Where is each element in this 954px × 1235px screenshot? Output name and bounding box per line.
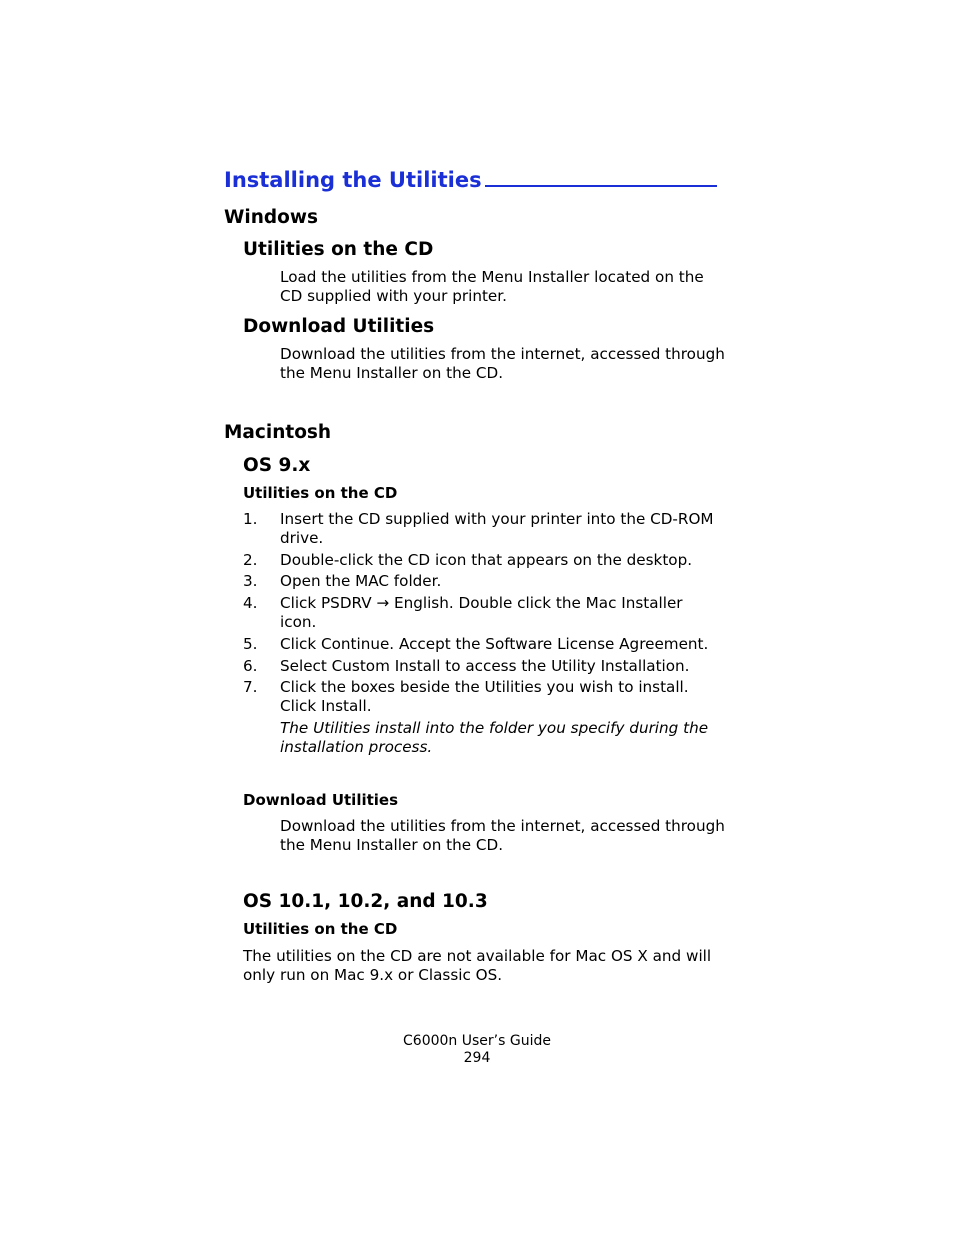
subheading-os9-cd: Utilities on the CD <box>243 484 398 502</box>
title-underline-rule <box>485 185 717 187</box>
subheading-windows-download: Download Utilities <box>243 316 435 337</box>
step-text: Double-click the CD icon that appears on the desktop. <box>280 551 693 569</box>
section-heading-windows: Windows <box>224 207 318 228</box>
step-number: 6. <box>243 657 258 675</box>
step-text: Click Continue. Accept the Software License Agreement. <box>280 635 709 653</box>
subheading-os10-cd: Utilities on the CD <box>243 920 398 938</box>
step-text: Insert the CD supplied with your printer into the CD-ROM drive. <box>280 510 714 547</box>
subheading-os9: OS 9.x <box>243 455 311 476</box>
step-number: 2. <box>243 551 258 569</box>
step-text: Click the boxes beside the Utilities you wish to install. Click Install. <box>280 678 689 715</box>
step-text: Select Custom Install to access the Utility Installation. <box>280 657 690 675</box>
step-number: 1. <box>243 510 258 528</box>
section-heading-macintosh: Macintosh <box>224 422 332 443</box>
step-text: Open the MAC folder. <box>280 572 442 590</box>
subheading-windows-cd: Utilities on the CD <box>243 239 434 260</box>
step-number: 3. <box>243 572 258 590</box>
subheading-os9-download: Download Utilities <box>243 791 399 809</box>
italic-note: The Utilities install into the folder you specify during the installation process. <box>280 719 709 756</box>
step-number: 4. <box>243 594 258 612</box>
page-title <box>224 168 717 192</box>
paragraph-os10-cd: The utilities on the CD are not available for Mac OS X and will only run on Mac 9.x or Classic OS. <box>243 947 712 984</box>
footer-page-number: 294 <box>463 1050 491 1066</box>
step-text: Click PSDRV → English. Double click the Mac Installer icon. <box>280 594 683 631</box>
step-number: 5. <box>243 635 258 653</box>
paragraph-windows-download: Download the utilities from the internet, accessed through the Menu Installer on the CD. <box>280 345 725 382</box>
paragraph-windows-cd: Load the utilities from the Menu Installer located on the CD supplied with your printer. <box>280 268 704 305</box>
step-number: 7. <box>243 678 258 696</box>
footer-guide-name: C6000n User’s Guide <box>403 1033 551 1049</box>
page-title-text: Installing the Utilities <box>224 168 482 192</box>
paragraph-os9-download: Download the utilities from the internet, accessed through the Menu Installer on the CD. <box>280 817 725 854</box>
subheading-os10: OS 10.1, 10.2, and 10.3 <box>243 891 488 912</box>
